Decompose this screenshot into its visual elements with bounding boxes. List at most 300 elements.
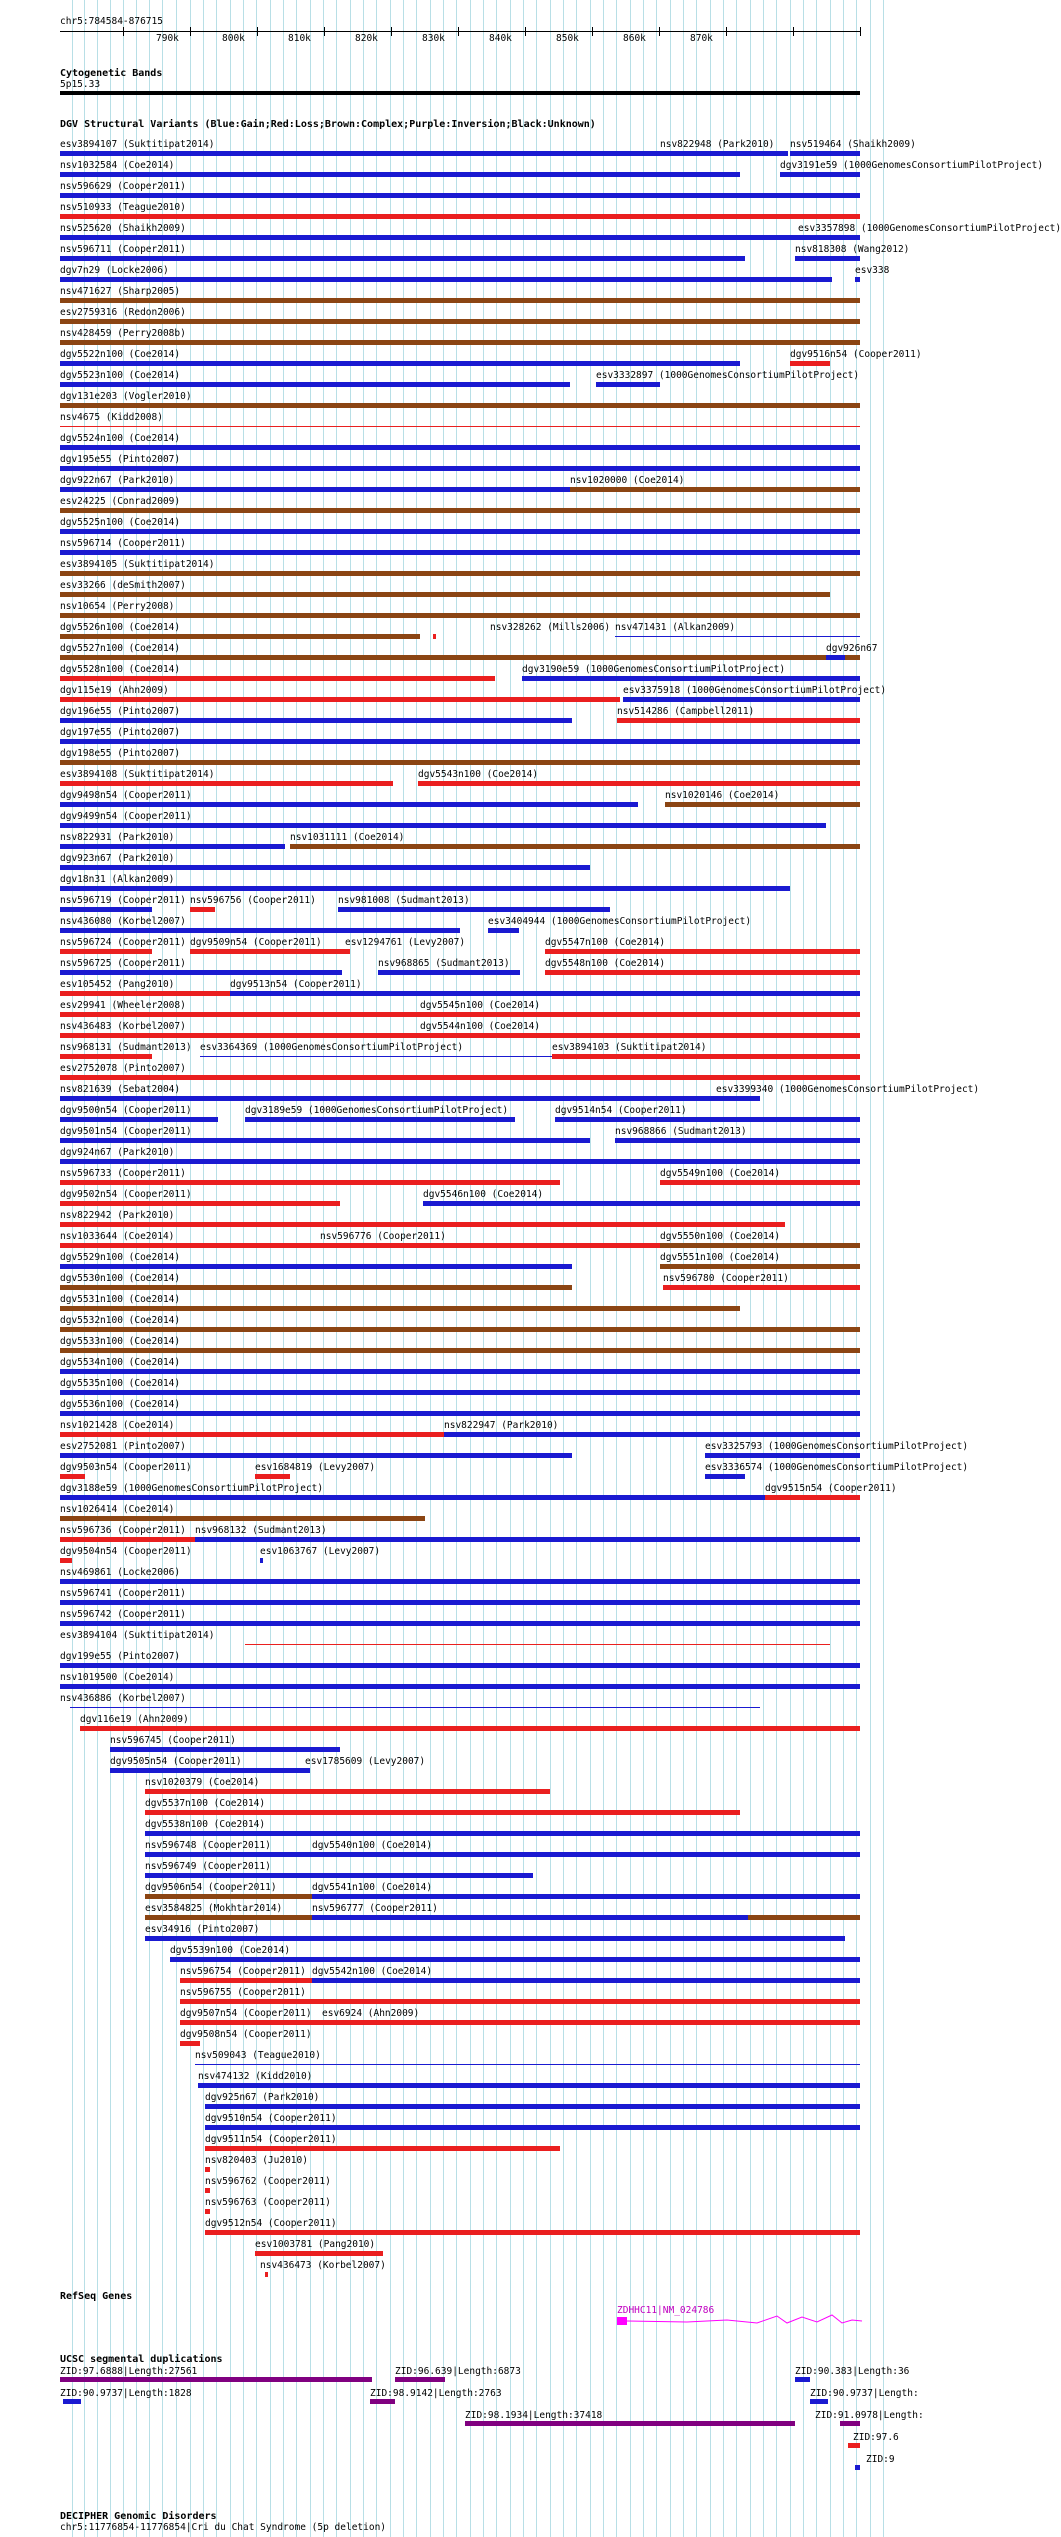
dgv-variant-label: dgv5533n100 (Coe2014)	[60, 1336, 181, 1347]
dgv-variant-label: esv3399340 (1000GenomesConsortiumPilotProject)	[716, 1084, 980, 1095]
dgv-variant-label: esv3404944 (1000GenomesConsortiumPilotProject)	[488, 916, 752, 927]
dgv-variant-label: esv1684819 (Levy2007)	[255, 1462, 376, 1473]
dgv-variant-label: dgv9507n54 (Cooper2011)	[180, 2008, 312, 2019]
dgv-variant-bar[interactable]	[60, 1558, 72, 1563]
dgv-variant-bar[interactable]	[110, 1768, 305, 1773]
dgv-variant-label: nsv821639 (Sebat2004)	[60, 1084, 181, 1095]
dgv-variant-label: nsv968131 (Sudmant2013)	[60, 1042, 192, 1053]
dgv-variant-label: dgv5524n100 (Coe2014)	[60, 433, 181, 444]
dgv-variant-label: nsv596754 (Cooper2011)	[180, 1966, 306, 1977]
dgv-variant-bar[interactable]	[60, 1096, 760, 1101]
dgv-variant-label: esv3364369 (1000GenomesConsortiumPilotProject)	[200, 1042, 464, 1053]
refseq-gene-intron[interactable]	[627, 2310, 862, 2330]
segdup-bar-4[interactable]	[63, 2399, 81, 2404]
dgv-variant-bar[interactable]	[60, 1138, 590, 1143]
dgv-variant-bar[interactable]	[488, 928, 519, 933]
dgv-variant-bar[interactable]	[60, 1516, 425, 1521]
dgv-variant-bar[interactable]	[60, 697, 620, 702]
decipher-title: DECIPHER Genomic Disorders	[60, 2511, 217, 2522]
dgv-variant-bar[interactable]	[230, 991, 860, 996]
dgv-variant-label: nsv509043 (Teague2010)	[195, 2050, 321, 2061]
dgv-variant-bar[interactable]	[60, 1663, 860, 1668]
dgv-variant-bar[interactable]	[60, 193, 860, 198]
dgv-variant-bar[interactable]	[378, 970, 520, 975]
dgv-variant-bar[interactable]	[60, 361, 740, 366]
dgv-variant-label: nsv1020000 (Coe2014)	[570, 475, 685, 486]
dgv-variant-bar[interactable]	[60, 319, 860, 324]
dgv-variant-bar[interactable]	[180, 2020, 860, 2025]
cytogenetic-band-label: 5p15.33	[60, 79, 101, 90]
dgv-variant-label: nsv596711 (Cooper2011)	[60, 244, 186, 255]
dgv-variant-label: dgv197e55 (Pinto2007)	[60, 727, 181, 738]
dgv-variant-label: esv1294761 (Levy2007)	[345, 937, 466, 948]
dgv-variant-label: dgv196e55 (Pinto2007)	[60, 706, 181, 717]
dgv-variant-bar[interactable]	[418, 781, 860, 786]
segdup-label-10: ZID:9	[866, 2454, 895, 2465]
dgv-variant-bar[interactable]	[205, 2146, 560, 2151]
dgv-variant-bar[interactable]	[670, 151, 788, 156]
dgv-variant-bar[interactable]	[617, 718, 860, 723]
dgv-variant-bar[interactable]	[60, 1222, 785, 1227]
dgv-variant-bar[interactable]	[245, 1644, 830, 1645]
dgv-variant-bar[interactable]	[320, 1243, 417, 1248]
dgv-variant-bar[interactable]	[190, 907, 215, 912]
dgv-variant-label: dgv9511n54 (Cooper2011)	[205, 2134, 337, 2145]
dgv-variant-bar[interactable]	[60, 907, 152, 912]
dgv-variant-label: esv3325793 (1000GenomesConsortiumPilotProject)	[705, 1441, 969, 1452]
dgv-variant-bar[interactable]	[110, 1747, 340, 1752]
segdup-label-1: ZID:97.6888|Length:27561	[60, 2366, 198, 2377]
dgv-variant-label: dgv5543n100 (Coe2014)	[418, 769, 539, 780]
dgv-variant-label: nsv436080 (Korbel2007)	[60, 916, 186, 927]
dgv-variant-bar[interactable]	[195, 1537, 860, 1542]
dgv-variant-bar[interactable]	[205, 2188, 210, 2193]
dgv-variant-bar[interactable]	[423, 1201, 860, 1206]
dgv-variant-bar[interactable]	[60, 571, 860, 576]
dgv-variant-label: dgv5544n100 (Coe2014)	[420, 1021, 541, 1032]
segdup-label-8: ZID:91.0978|Length:	[815, 2410, 924, 2421]
dgv-variant-label: dgv5527n100 (Coe2014)	[60, 643, 181, 654]
dgv-variant-bar[interactable]	[522, 676, 860, 681]
segdup-bar-1[interactable]	[60, 2377, 372, 2382]
dgv-variant-bar[interactable]	[145, 1873, 533, 1878]
dgv-variant-label: dgv926n67	[826, 643, 878, 654]
dgv-variant-label: dgv5542n100 (Coe2014)	[312, 1966, 433, 1977]
ruler-label: 860k	[623, 33, 646, 44]
dgv-variant-bar[interactable]	[60, 256, 745, 261]
segdup-label-3: ZID:90.383|Length:36	[795, 2366, 910, 2377]
dgv-variant-bar[interactable]	[145, 1831, 860, 1836]
dgv-variant-label: nsv596780 (Cooper2011)	[663, 1273, 789, 1284]
dgv-variant-bar[interactable]	[60, 1117, 218, 1122]
dgv-variant-label: dgv924n67 (Park2010)	[60, 1147, 175, 1158]
dgv-variant-bar[interactable]	[70, 1707, 760, 1708]
dgv-variant-bar[interactable]	[60, 928, 460, 933]
dgv-variant-label: nsv469861 (Locke2006)	[60, 1567, 181, 1578]
dgv-variant-bar[interactable]	[60, 1264, 572, 1269]
dgv-variant-label: dgv116e19 (Ahn2009)	[80, 1714, 189, 1725]
dgv-variant-label: dgv9513n54 (Cooper2011)	[230, 979, 362, 990]
dgv-variant-bar[interactable]	[855, 277, 860, 282]
dgv-variant-label: esv24225 (Conrad2009)	[60, 496, 181, 507]
dgv-variant-label: nsv596725 (Cooper2011)	[60, 958, 186, 969]
dgv-variant-label: nsv1020379 (Coe2014)	[145, 1777, 260, 1788]
dgv-variant-bar[interactable]	[60, 613, 860, 618]
dgv-variant-bar[interactable]	[60, 781, 393, 786]
dgv-variant-label: dgv5538n100 (Coe2014)	[145, 1819, 266, 1830]
dgv-variant-bar[interactable]	[60, 214, 860, 219]
dgv-variant-bar[interactable]	[60, 235, 860, 240]
dgv-variant-label: dgv9510n54 (Cooper2011)	[205, 2113, 337, 2124]
dgv-variant-bar[interactable]	[60, 426, 860, 427]
dgv-variant-bar[interactable]	[60, 277, 832, 282]
dgv-variant-bar[interactable]	[60, 1180, 560, 1185]
dgv-variant-label: nsv10654 (Perry2008)	[60, 601, 175, 612]
dgv-variant-bar[interactable]	[60, 1348, 860, 1353]
dgv-variant-label: nsv968132 (Sudmant2013)	[195, 1525, 327, 1536]
dgv-variant-label: dgv5537n100 (Coe2014)	[145, 1798, 266, 1809]
ruler-tick	[525, 27, 526, 36]
dgv-variant-bar[interactable]	[826, 655, 845, 660]
dgv-variant-bar[interactable]	[795, 256, 860, 261]
dgv-variant-bar[interactable]	[60, 802, 638, 807]
dgv-variant-label: dgv5523n100 (Coe2014)	[60, 370, 181, 381]
dgv-variant-bar[interactable]	[60, 508, 860, 513]
dgv-variant-label: nsv596776 (Cooper2011)	[320, 1231, 446, 1242]
dgv-variant-label: dgv5535n100 (Coe2014)	[60, 1378, 181, 1389]
dgv-variant-bar[interactable]	[290, 844, 860, 849]
dgv-variant-bar[interactable]	[180, 1999, 860, 2004]
dgv-variant-bar[interactable]	[145, 1936, 845, 1941]
dgv-variant-bar[interactable]	[60, 865, 590, 870]
dgv-variant-label: nsv822931 (Park2010)	[60, 832, 175, 843]
dgv-variant-label: nsv596733 (Cooper2011)	[60, 1168, 186, 1179]
dgv-variant-bar[interactable]	[60, 1369, 860, 1374]
segdup-label-6: ZID:90.9737|Length:	[810, 2388, 919, 2399]
dgv-variant-label: dgv3188e59 (1000GenomesConsortiumPilotProject)	[60, 1483, 324, 1494]
dgv-variant-bar[interactable]	[615, 636, 860, 637]
dgv-variant-bar[interactable]	[60, 340, 860, 345]
dgv-variant-bar[interactable]	[545, 949, 860, 954]
dgv-variant-label: nsv596742 (Cooper2011)	[60, 1609, 186, 1620]
dgv-variant-label: nsv596777 (Cooper2011)	[312, 1903, 438, 1914]
dgv-variant-label: nsv514286 (Campbell2011)	[617, 706, 755, 717]
dgv-variant-label: nsv596714 (Cooper2011)	[60, 538, 186, 549]
dgv-variant-label: nsv596724 (Cooper2011)	[60, 937, 186, 948]
dgv-variant-bar[interactable]	[705, 1453, 860, 1458]
decipher-item: chr5:11776854-11776854|Cri du Chat Syndrome (5p deletion)	[60, 2522, 387, 2533]
dgv-variant-label: dgv9509n54 (Cooper2011)	[190, 937, 322, 948]
dgv-variant-bar[interactable]	[545, 970, 860, 975]
dgv-variant-bar[interactable]	[60, 739, 860, 744]
dgv-variant-bar[interactable]	[60, 172, 740, 177]
dgv-variant-bar[interactable]	[780, 172, 860, 177]
dgv-variant-bar[interactable]	[798, 235, 860, 240]
dgv-variant-bar[interactable]	[170, 1957, 860, 1962]
dgv-variant-bar[interactable]	[60, 655, 860, 660]
dgv-variant-bar[interactable]	[198, 2083, 860, 2088]
dgv-variant-label: nsv596763 (Cooper2011)	[205, 2197, 331, 2208]
grid-line	[590, 0, 591, 2537]
dgv-variant-bar[interactable]	[596, 382, 660, 387]
dgv-variant-label: nsv471431 (Alkan2009)	[615, 622, 736, 633]
dgv-variant-label: nsv968865 (Sudmant2013)	[378, 958, 510, 969]
ruler-label: 800k	[222, 33, 245, 44]
dgv-variant-bar[interactable]	[60, 529, 860, 534]
dgv-variant-bar[interactable]	[790, 361, 830, 366]
ruler-axis	[60, 31, 860, 32]
dgv-variant-bar[interactable]	[60, 634, 420, 639]
dgv-variant-bar[interactable]	[420, 1033, 860, 1038]
dgv-variant-bar[interactable]	[80, 1726, 860, 1731]
dgv-variant-bar[interactable]	[190, 949, 345, 954]
dgv-variant-bar[interactable]	[255, 1474, 290, 1479]
dgv-variant-bar[interactable]	[60, 718, 572, 723]
dgv-variant-label: nsv596756 (Cooper2011)	[190, 895, 316, 906]
dgv-variant-bar[interactable]	[338, 907, 610, 912]
dgv-variant-label: esv3332897 (1000GenomesConsortiumPilotProject)	[596, 370, 860, 381]
dgv-variant-bar[interactable]	[623, 697, 860, 702]
dgv-variant-label: esv3894104 (Suktitipat2014)	[60, 1630, 215, 1641]
dgv-variant-bar[interactable]	[660, 1264, 860, 1269]
dgv-variant-label: esv3894103 (Suktitipat2014)	[552, 1042, 707, 1053]
dgv-variant-bar[interactable]	[60, 886, 790, 891]
dgv-variant-label: nsv428459 (Perry2008b)	[60, 328, 186, 339]
dgv-variant-label: nsv1032584 (Coe2014)	[60, 160, 175, 171]
locus-label: chr5:784584-876715	[60, 16, 163, 27]
dgv-variant-bar[interactable]	[60, 382, 570, 387]
dgv-variant-bar[interactable]	[305, 1768, 310, 1773]
dgv-variant-bar[interactable]	[312, 1894, 860, 1899]
ruler-tick	[659, 27, 660, 36]
dgv-variant-bar[interactable]	[60, 1684, 860, 1689]
dgv-variant-bar[interactable]	[195, 2064, 860, 2065]
dgv-variant-bar[interactable]	[60, 1579, 860, 1584]
dgv-variant-bar[interactable]	[716, 1096, 760, 1101]
dgv-variant-bar[interactable]	[60, 592, 830, 597]
cytogenetic-band[interactable]	[60, 91, 860, 95]
dgv-variant-label: nsv1033644 (Coe2014)	[60, 1231, 175, 1242]
dgv-variant-label: dgv198e55 (Pinto2007)	[60, 748, 181, 759]
dgv-variant-label: dgv5548n100 (Coe2014)	[545, 958, 666, 969]
dgv-variant-bar[interactable]	[60, 823, 826, 828]
dgv-variant-bar[interactable]	[444, 1432, 860, 1437]
ruler-label: 820k	[355, 33, 378, 44]
dgv-variant-label: nsv525620 (Shaikh2009)	[60, 223, 186, 234]
dgv-variant-label: nsv328262 (Mills2006)	[490, 622, 611, 633]
dgv-variant-label: dgv925n67 (Park2010)	[205, 2092, 320, 2103]
dgv-variant-bar[interactable]	[60, 1495, 830, 1500]
dgv-variant-bar[interactable]	[60, 1306, 740, 1311]
dgv-variant-bar[interactable]	[60, 1621, 860, 1626]
dgv-variant-bar[interactable]	[552, 1054, 860, 1059]
segdup-label-2: ZID:96.639|Length:6873	[395, 2366, 521, 2377]
dgv-variant-bar[interactable]	[60, 445, 860, 450]
dgv-variant-label: esv29941 (Wheeler2008)	[60, 1000, 186, 1011]
ruler-tick	[257, 27, 258, 36]
dgv-variant-label: dgv9501n54 (Cooper2011)	[60, 1126, 192, 1137]
segdup-bar-8[interactable]	[840, 2421, 860, 2426]
segdup-bar-2[interactable]	[395, 2377, 445, 2382]
ruler-label: 830k	[422, 33, 445, 44]
dgv-variant-label: dgv5545n100 (Coe2014)	[420, 1000, 541, 1011]
dgv-variant-label: nsv822947 (Park2010)	[444, 1420, 559, 1431]
dgv-variant-label: esv105452 (Pang2010)	[60, 979, 175, 990]
dgv-variant-label: dgv7n29 (Locke2006)	[60, 265, 169, 276]
dgv-variant-bar[interactable]	[60, 844, 285, 849]
dgv-variant-bar[interactable]	[60, 760, 860, 765]
dgv-variant-bar[interactable]	[60, 676, 495, 681]
dgv-variant-label: nsv822942 (Park2010)	[60, 1210, 175, 1221]
dgv-variant-bar[interactable]	[145, 1810, 740, 1815]
dgv-variant-bar[interactable]	[265, 2272, 268, 2277]
dgv-variant-label: nsv596748 (Cooper2011)	[145, 1840, 271, 1851]
dgv-variant-label: esv1063767 (Levy2007)	[260, 1546, 381, 1557]
dgv-variant-bar[interactable]	[322, 2020, 326, 2025]
dgv-variant-label: esv3894108 (Suktitipat2014)	[60, 769, 215, 780]
dgv-variant-label: dgv5531n100 (Coe2014)	[60, 1294, 181, 1305]
dgv-variant-bar[interactable]	[312, 1978, 860, 1983]
dgv-variant-label: dgv9498n54 (Cooper2011)	[60, 790, 192, 801]
segdup-label-7: ZID:98.1934|Length:37418	[465, 2410, 603, 2421]
dgv-variant-label: nsv1031111 (Coe2014)	[290, 832, 405, 843]
dgv-variant-bar[interactable]	[205, 2230, 860, 2235]
ruler-tick	[592, 27, 593, 36]
segdup-title: UCSC segmental duplications	[60, 2354, 223, 2365]
grid-line	[870, 0, 871, 2537]
dgv-variant-label: nsv510933 (Teague2010)	[60, 202, 186, 213]
dgv-variant-bar[interactable]	[60, 1159, 860, 1164]
dgv-variant-label: nsv596745 (Cooper2011)	[110, 1735, 236, 1746]
dgv-title: DGV Structural Variants (Blue:Gain;Red:Loss;Brown:Complex;Purple:Inversion;Black:Unknown)	[60, 119, 596, 130]
dgv-variant-label: nsv1026414 (Coe2014)	[60, 1504, 175, 1515]
dgv-variant-bar[interactable]	[60, 1285, 572, 1290]
dgv-variant-bar[interactable]	[60, 1537, 210, 1542]
dgv-variant-bar[interactable]	[60, 1390, 860, 1395]
dgv-variant-bar[interactable]	[312, 1852, 860, 1857]
dgv-variant-label: esv2759316 (Redon2006)	[60, 307, 186, 318]
dgv-variant-label: dgv9505n54 (Cooper2011)	[110, 1756, 242, 1767]
dgv-variant-label: dgv199e55 (Pinto2007)	[60, 1651, 181, 1662]
dgv-variant-label: esv1003781 (Pang2010)	[255, 2239, 376, 2250]
dgv-variant-label: dgv5534n100 (Coe2014)	[60, 1357, 181, 1368]
dgv-variant-label: nsv519464 (Shaikh2009)	[790, 139, 916, 150]
dgv-variant-bar[interactable]	[60, 550, 860, 555]
dgv-variant-bar[interactable]	[705, 1474, 745, 1479]
dgv-variant-bar[interactable]	[420, 1012, 860, 1017]
segdup-bar-3[interactable]	[795, 2377, 810, 2382]
dgv-variant-bar[interactable]	[205, 2167, 210, 2172]
dgv-variant-label: dgv5525n100 (Coe2014)	[60, 517, 181, 528]
dgv-variant-label: esv338	[855, 265, 890, 276]
dgv-variant-label: nsv1019500 (Coe2014)	[60, 1672, 175, 1683]
dgv-variant-bar[interactable]	[433, 634, 436, 639]
segdup-bar-7[interactable]	[465, 2421, 795, 2426]
dgv-variant-bar[interactable]	[205, 2209, 210, 2214]
dgv-variant-bar[interactable]	[60, 151, 670, 156]
dgv-variant-bar[interactable]	[60, 949, 152, 954]
segdup-bar-9[interactable]	[848, 2443, 860, 2448]
dgv-variant-label: nsv1021428 (Coe2014)	[60, 1420, 175, 1431]
ruler-label: 840k	[489, 33, 512, 44]
dgv-variant-bar[interactable]	[60, 1327, 860, 1332]
dgv-variant-label: dgv9514n54 (Cooper2011)	[555, 1105, 687, 1116]
ruler-tick	[860, 27, 861, 36]
dgv-variant-label: esv3894107 (Suktitipat2014)	[60, 139, 215, 150]
dgv-variant-label: dgv5541n100 (Coe2014)	[312, 1882, 433, 1893]
dgv-variant-bar[interactable]	[205, 2104, 860, 2109]
dgv-variant-label: esv3375918 (1000GenomesConsortiumPilotProject)	[623, 685, 887, 696]
dgv-variant-label: dgv922n67 (Park2010)	[60, 475, 175, 486]
dgv-variant-bar[interactable]	[345, 949, 350, 954]
dgv-variant-bar[interactable]	[180, 2041, 200, 2046]
segdup-bar-5[interactable]	[370, 2399, 395, 2404]
dgv-variant-label: dgv5536n100 (Coe2014)	[60, 1399, 181, 1410]
dgv-variant-bar[interactable]	[555, 1117, 860, 1122]
dgv-variant-bar[interactable]	[765, 1495, 860, 1500]
dgv-variant-bar[interactable]	[60, 1075, 860, 1080]
ruler-label: 870k	[690, 33, 713, 44]
dgv-variant-bar[interactable]	[60, 466, 860, 471]
dgv-variant-label: dgv9502n54 (Cooper2011)	[60, 1189, 192, 1200]
dgv-variant-label: dgv9515n54 (Cooper2011)	[765, 1483, 897, 1494]
dgv-variant-label: dgv195e55 (Pinto2007)	[60, 454, 181, 465]
dgv-variant-bar[interactable]	[663, 1285, 860, 1290]
dgv-variant-bar[interactable]	[60, 970, 342, 975]
dgv-variant-bar[interactable]	[60, 1054, 152, 1059]
dgv-variant-label: dgv9512n54 (Cooper2011)	[205, 2218, 337, 2229]
dgv-variant-bar[interactable]	[60, 1411, 860, 1416]
dgv-variant-bar[interactable]	[260, 1558, 263, 1563]
dgv-variant-label: nsv471627 (Sharp2005)	[60, 286, 181, 297]
dgv-variant-label: nsv474132 (Kidd2010)	[198, 2071, 313, 2082]
dgv-variant-label: dgv5529n100 (Coe2014)	[60, 1252, 181, 1263]
segdup-label-9: ZID:97.6	[853, 2432, 899, 2443]
dgv-variant-bar[interactable]	[660, 1180, 860, 1185]
dgv-variant-bar[interactable]	[205, 2125, 860, 2130]
dgv-variant-bar[interactable]	[60, 1600, 860, 1605]
dgv-variant-bar[interactable]	[615, 1138, 860, 1143]
dgv-variant-label: dgv9500n54 (Cooper2011)	[60, 1105, 192, 1116]
dgv-variant-label: dgv5551n100 (Coe2014)	[660, 1252, 781, 1263]
dgv-variant-bar[interactable]	[245, 1117, 515, 1122]
dgv-variant-bar[interactable]	[145, 1789, 550, 1794]
ruler-tick	[391, 27, 392, 36]
dgv-variant-bar[interactable]	[665, 802, 860, 807]
dgv-variant-bar[interactable]	[60, 403, 860, 408]
dgv-variant-label: nsv436886 (Korbel2007)	[60, 1693, 186, 1704]
segdup-bar-6[interactable]	[810, 2399, 828, 2404]
dgv-variant-label: esv34916 (Pinto2007)	[145, 1924, 260, 1935]
dgv-variant-bar[interactable]	[60, 1474, 85, 1479]
dgv-variant-label: dgv5549n100 (Coe2014)	[660, 1168, 781, 1179]
ruler-tick	[123, 27, 124, 36]
refseq-exon[interactable]	[617, 2317, 627, 2325]
dgv-variant-label: dgv115e19 (Ahn2009)	[60, 685, 169, 696]
dgv-variant-bar[interactable]	[60, 298, 860, 303]
dgv-variant-label: nsv820403 (Ju2010)	[205, 2155, 308, 2166]
dgv-variant-bar[interactable]	[790, 151, 860, 156]
dgv-variant-bar[interactable]	[660, 1243, 860, 1248]
dgv-variant-bar[interactable]	[60, 1453, 572, 1458]
dgv-variant-label: dgv18n31 (Alkan2009)	[60, 874, 175, 885]
dgv-variant-bar[interactable]	[570, 487, 860, 492]
dgv-variant-bar[interactable]	[60, 1201, 340, 1206]
dgv-variant-bar[interactable]	[312, 1915, 748, 1920]
dgv-variant-bar[interactable]	[255, 2251, 383, 2256]
segdup-bar-10[interactable]	[855, 2465, 860, 2470]
dgv-variant-label: nsv822948 (Park2010)	[660, 139, 775, 150]
